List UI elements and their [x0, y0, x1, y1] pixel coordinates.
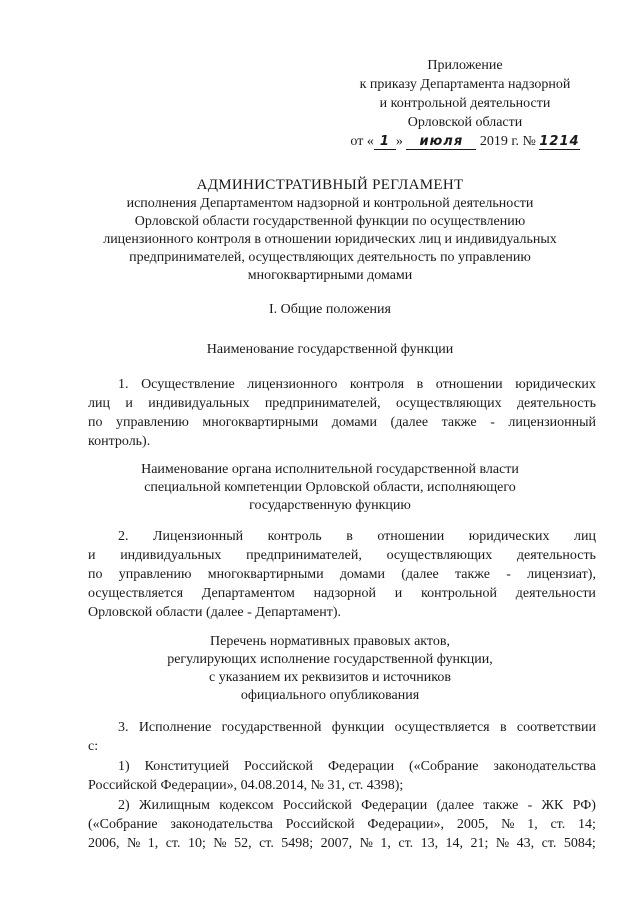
- word: предпринимателей,: [264, 396, 381, 411]
- subheading-line: государственную функцию: [249, 498, 411, 513]
- word: Российской: [285, 817, 355, 832]
- word: по: [88, 567, 103, 582]
- word: управлению: [116, 415, 189, 430]
- regulation-main-title: АДМИНИСТРАТИВНЫЙ РЕГЛАМЕНТ: [196, 177, 464, 193]
- paragraph-line: [88, 757, 596, 776]
- word: контроля: [349, 377, 405, 392]
- word: 13,: [420, 836, 439, 851]
- appendix-line: к приказу Департамента надзорной: [359, 77, 571, 92]
- word: управлению: [118, 567, 192, 582]
- order-number: 1214: [539, 134, 580, 149]
- word: 1,: [147, 836, 159, 851]
- word: индивидуальных: [120, 548, 222, 563]
- word: деятельность: [516, 396, 596, 411]
- word: и: [88, 548, 96, 563]
- word: 2006,: [88, 836, 120, 851]
- paragraph-line: Орловской области (далее - Департамент).: [88, 605, 342, 620]
- order-day: 1: [374, 134, 396, 150]
- word: также: [441, 415, 477, 430]
- regulation-title: [60, 176, 600, 285]
- word: законодательства: [170, 817, 273, 832]
- list-item-1: [88, 757, 596, 795]
- legal-acts-subheading: [60, 633, 600, 705]
- word: Исполнение: [138, 720, 212, 735]
- word: (далее: [401, 567, 439, 582]
- word: 1.: [118, 377, 129, 392]
- word: соответствии: [516, 720, 596, 735]
- word: законодательства: [493, 759, 596, 774]
- word: 5498;: [281, 836, 314, 851]
- paragraph-line: [88, 796, 596, 815]
- word: 43,: [516, 836, 535, 851]
- paragraph-1: [88, 375, 596, 451]
- paragraph-line: [88, 815, 596, 834]
- regulation-subtitle-line: лицензионного контроля в отношении юридических лиц и индивидуальных: [103, 232, 557, 247]
- word: (далее: [390, 415, 429, 430]
- regulation-subtitle-line: предпринимателей, осуществляющих деятельность по управлению: [129, 250, 531, 265]
- word: деятельность: [516, 548, 596, 563]
- word: №: [501, 817, 515, 832]
- appendix-line: Приложение: [427, 58, 503, 73]
- word: функции: [331, 720, 385, 735]
- word: 14;: [578, 817, 596, 832]
- word: 2007,: [320, 836, 353, 851]
- word: домами: [331, 415, 377, 430]
- word: 14,: [445, 836, 464, 851]
- paragraph-line: [88, 546, 596, 565]
- word: №: [213, 836, 227, 851]
- subheading-line: регулирующих исполнение государственной функции,: [167, 652, 493, 667]
- word: №: [126, 836, 141, 851]
- word: лицензионный: [508, 415, 596, 430]
- word: 2005,: [456, 817, 489, 832]
- word: и: [394, 586, 403, 601]
- word: также: [454, 567, 490, 582]
- subheading-line: официального опубликования: [240, 688, 420, 703]
- word: 3.: [118, 720, 129, 735]
- word: Конституцией: [144, 759, 230, 774]
- word: 1): [118, 759, 130, 774]
- word: многоквартирными: [202, 415, 319, 430]
- paragraph-line: с:: [88, 739, 99, 754]
- word: («Собрание: [408, 759, 479, 774]
- paragraph-line: [88, 413, 596, 432]
- word: Федерации»,: [367, 817, 445, 832]
- word: Федерации: [327, 759, 395, 774]
- word: надзорной: [313, 586, 377, 601]
- word: государственной: [221, 720, 322, 735]
- word: 1,: [380, 836, 391, 851]
- paragraph-2: [88, 527, 596, 622]
- word: Осуществление: [141, 377, 235, 392]
- organ-subheading: [60, 461, 600, 515]
- subheading-line: Перечень нормативных правовых актов,: [210, 634, 450, 649]
- word: лицензионного: [247, 377, 338, 392]
- paragraph-line: 2. Лицензионный контроль в отношении юридических лиц: [118, 529, 596, 544]
- word: лицензиат),: [527, 567, 596, 582]
- word: в: [499, 720, 507, 735]
- word: 2): [118, 798, 130, 813]
- word: ст.: [165, 836, 181, 851]
- word: РФ): [572, 798, 596, 813]
- paragraph-line: [88, 394, 596, 413]
- order-mid: »: [395, 134, 403, 149]
- regulation-subtitle-line: исполнения Департаментом надзорной и контрольной деятельности: [126, 196, 534, 211]
- word: лиц: [88, 396, 110, 411]
- word: предпринимателей,: [246, 548, 362, 563]
- order-prefix: от «: [350, 134, 374, 149]
- word: №: [495, 836, 510, 851]
- paragraph-line: [88, 375, 596, 394]
- word: 52,: [234, 836, 252, 851]
- word: и: [125, 396, 133, 411]
- word: ст.: [550, 817, 566, 832]
- word: №: [359, 836, 373, 851]
- order-year: 2019 г. №: [479, 134, 536, 149]
- subheading-line: специальной компетенции Орловской области, исполняющего: [144, 480, 516, 495]
- appendix-line: Орловской области: [407, 115, 523, 130]
- paragraph-line: [88, 565, 596, 584]
- subheading-line: с указанием их реквизитов и источников: [209, 670, 451, 685]
- regulation-subtitle-line: многоквартирными домами: [247, 268, 413, 283]
- word: ст.: [398, 836, 414, 851]
- section-subheading: Наименование государственной функции: [206, 342, 454, 357]
- word: по: [88, 415, 103, 430]
- word: кодексом: [219, 798, 274, 813]
- word: осуществляющих: [395, 396, 502, 411]
- word: ЖК: [541, 798, 564, 813]
- word: также: [483, 798, 519, 813]
- subheading-line: Наименование органа исполнительной государственной власти: [141, 462, 519, 477]
- regulation-subtitle-line: Орловской области государственной функции по осуществлению: [134, 214, 526, 229]
- word: осуществляется: [394, 720, 490, 735]
- order-date-line: [340, 132, 590, 151]
- word: Федерации: [361, 798, 428, 813]
- word: Российской: [282, 798, 352, 813]
- word: -: [490, 415, 495, 430]
- word: в: [416, 377, 424, 392]
- word: ст.: [541, 836, 557, 851]
- word: осуществляющих: [386, 548, 493, 563]
- word: осуществляется: [88, 586, 184, 601]
- paragraph-line: Российской Федерации», 04.08.2014, № 31, ст. 4398);: [88, 778, 404, 793]
- word: деятельности: [515, 586, 596, 601]
- word: («Собрание: [88, 817, 158, 832]
- list-item-2: [88, 796, 596, 853]
- word: отношении: [435, 377, 503, 392]
- word: Департаментом: [201, 586, 295, 601]
- section-heading: I. Общие положения: [269, 302, 391, 317]
- paragraph-line: контроль).: [88, 434, 151, 449]
- paragraph-line: [88, 584, 596, 603]
- paragraph-line: [88, 834, 596, 853]
- word: домами: [339, 567, 385, 582]
- word: -: [506, 567, 511, 582]
- word: контрольной: [421, 586, 498, 601]
- appendix-line: и контрольной деятельности: [379, 96, 551, 111]
- word: индивидуальных: [148, 396, 250, 411]
- word: 5084;: [563, 836, 596, 851]
- paragraph-line: [88, 718, 596, 737]
- word: 1,: [527, 817, 538, 832]
- paragraph-3: [88, 718, 596, 756]
- word: Российской: [244, 759, 314, 774]
- word: юридических: [515, 377, 596, 392]
- order-month: июля: [406, 134, 476, 150]
- word: Жилищным: [138, 798, 210, 813]
- word: -: [527, 798, 533, 813]
- word: 10;: [187, 836, 206, 851]
- word: многоквартирными: [207, 567, 324, 582]
- appendix-header: [340, 56, 590, 151]
- word: ст.: [259, 836, 274, 851]
- word: (далее: [436, 798, 475, 813]
- word: 21;: [470, 836, 489, 851]
